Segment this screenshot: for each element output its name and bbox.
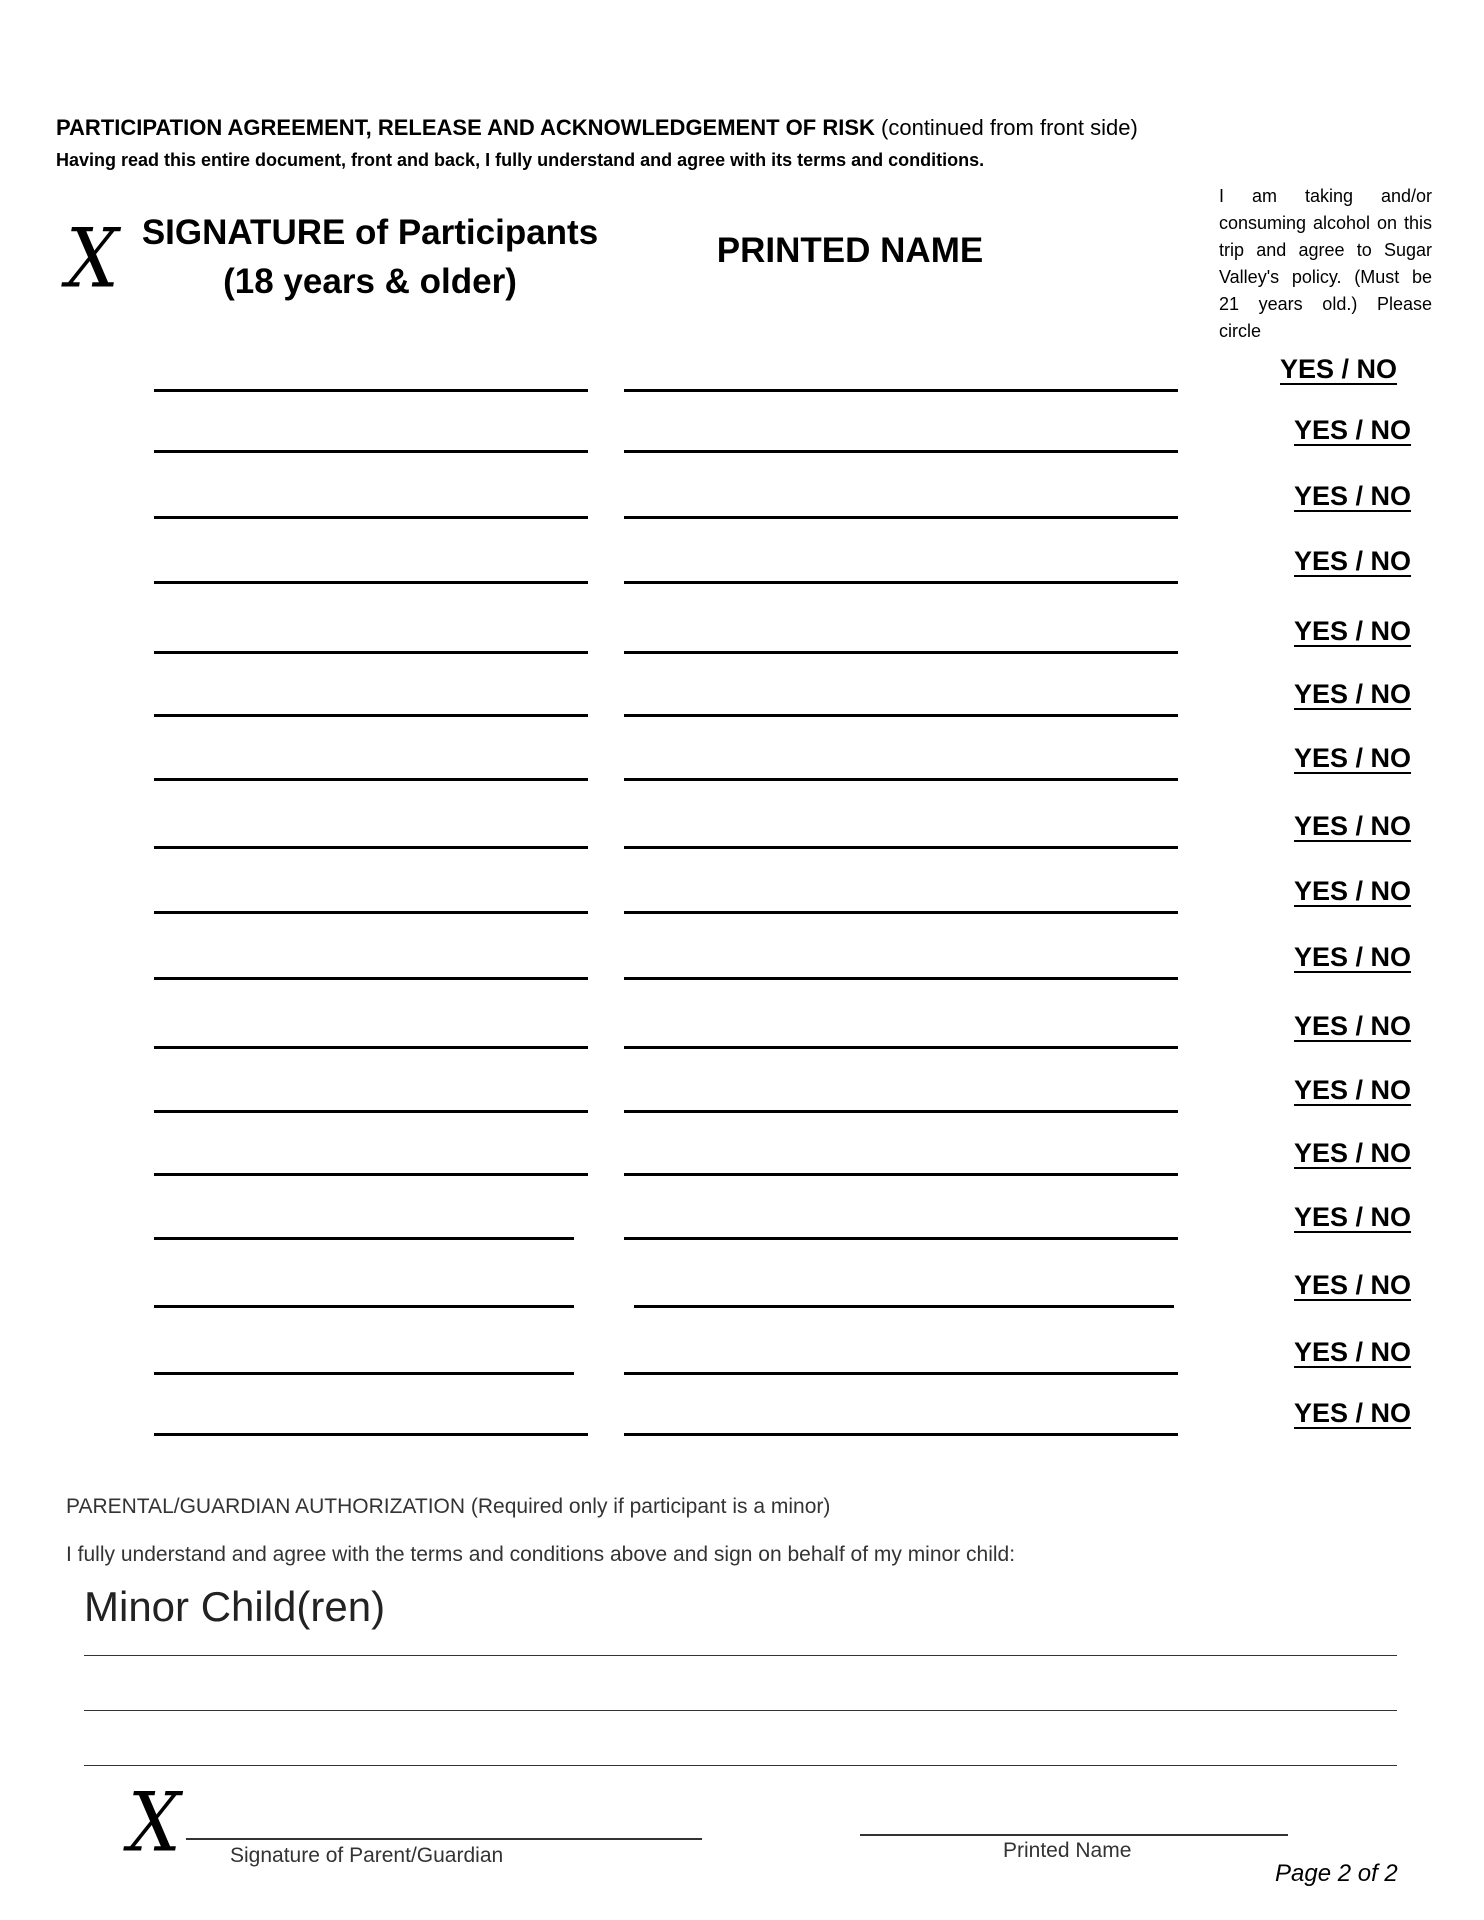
participant-signature-line[interactable] <box>154 1237 574 1240</box>
participant-printed-name-line[interactable] <box>624 1110 1178 1113</box>
participant-printed-name-line[interactable] <box>624 389 1178 392</box>
alcohol-yes-no-option[interactable]: YES / NO <box>1294 679 1412 709</box>
alcohol-yes-no-option[interactable]: YES / NO <box>1294 1138 1412 1168</box>
parent-signature-line[interactable] <box>186 1838 702 1840</box>
alcohol-yes-no-option[interactable]: YES / NO <box>1294 546 1412 576</box>
page-number: Page 2 of 2 <box>1275 1860 1398 1887</box>
participant-signature-line[interactable] <box>154 911 588 914</box>
participant-printed-name-line[interactable] <box>624 1173 1178 1176</box>
participant-signature-line[interactable] <box>154 1433 588 1436</box>
participant-printed-name-line[interactable] <box>624 977 1178 980</box>
participant-signature-line[interactable] <box>154 581 588 584</box>
participant-printed-name-line[interactable] <box>624 516 1178 519</box>
parent-signature-label: Signature of Parent/Guardian <box>230 1844 504 1867</box>
participant-printed-name-line[interactable] <box>624 1237 1178 1240</box>
minor-child-line[interactable] <box>84 1710 1397 1711</box>
participant-signature-line[interactable] <box>154 450 588 453</box>
alcohol-yes-no-option[interactable]: YES / NO <box>1294 1075 1412 1105</box>
minor-child-line[interactable] <box>84 1765 1397 1766</box>
alcohol-yes-no-option[interactable]: YES / NO <box>1294 811 1412 841</box>
participant-printed-name-line[interactable] <box>624 778 1178 781</box>
parent-printed-name-line[interactable] <box>860 1834 1288 1836</box>
signature-heading-line1: SIGNATURE of Participants <box>141 213 599 252</box>
participant-signature-line[interactable] <box>154 1046 588 1049</box>
alcohol-policy-note: I am taking and/or consuming alcohol on this trip and agree to Sugar Valley's policy. (Must be 21 years old.) Please circle <box>1219 186 1432 341</box>
participant-printed-name-line[interactable] <box>624 1372 1178 1375</box>
parent-signature-x-mark: X <box>128 1775 181 1871</box>
alcohol-yes-no-option[interactable]: YES / NO <box>1294 481 1412 511</box>
participant-printed-name-line[interactable] <box>624 581 1178 584</box>
participant-printed-name-line[interactable] <box>624 651 1178 654</box>
participant-signature-line[interactable] <box>154 714 588 717</box>
participant-signature-line[interactable] <box>154 1372 574 1375</box>
participant-signature-line[interactable] <box>154 778 588 781</box>
signature-x-mark: X <box>66 211 119 307</box>
participant-printed-name-line[interactable] <box>624 714 1178 717</box>
parent-printed-name-label: Printed Name <box>1003 1839 1132 1862</box>
participant-signature-line[interactable] <box>154 1305 574 1308</box>
alcohol-yes-no-option[interactable]: YES / NO <box>1294 616 1412 646</box>
alcohol-yes-no-option[interactable]: YES / NO <box>1294 942 1412 972</box>
title-continued: (continued from front side) <box>874 115 1138 140</box>
alcohol-yes-no-option[interactable]: YES / NO <box>1294 876 1412 906</box>
alcohol-yes-no-option[interactable]: YES / NO <box>1280 354 1398 384</box>
alcohol-yes-no-option[interactable]: YES / NO <box>1294 1337 1412 1367</box>
participant-printed-name-line[interactable] <box>624 846 1178 849</box>
document-title <box>56 115 1138 141</box>
participant-signature-line[interactable] <box>154 1110 588 1113</box>
alcohol-yes-no-option[interactable]: YES / NO <box>1294 1398 1412 1428</box>
participant-signature-line[interactable] <box>154 651 588 654</box>
minor-child-line[interactable] <box>84 1655 1397 1656</box>
minor-children-label: Minor Child(ren) <box>84 1583 386 1630</box>
participant-signature-line[interactable] <box>154 977 588 980</box>
participant-printed-name-line[interactable] <box>634 1305 1174 1308</box>
alcohol-yes-no-option[interactable]: YES / NO <box>1294 743 1412 773</box>
alcohol-yes-no-option[interactable]: YES / NO <box>1294 1270 1412 1300</box>
title-bold: PARTICIPATION AGREEMENT, RELEASE AND ACKNOWLEDGEMENT OF RISK <box>56 115 875 140</box>
parental-authorization-statement: I fully understand and agree with the terms and conditions above and sign on behalf of my minor child: <box>66 1543 1016 1566</box>
participant-signature-line[interactable] <box>154 516 588 519</box>
participant-signature-line[interactable] <box>154 846 588 849</box>
participant-printed-name-line[interactable] <box>624 450 1178 453</box>
printed-name-heading: PRINTED NAME <box>716 231 984 270</box>
signature-column-heading <box>140 208 600 306</box>
participant-signature-line[interactable] <box>154 1173 588 1176</box>
alcohol-yes-no-option[interactable]: YES / NO <box>1294 1202 1412 1232</box>
participant-printed-name-line[interactable] <box>624 1046 1178 1049</box>
participant-printed-name-line[interactable] <box>624 911 1178 914</box>
participant-signature-line[interactable] <box>154 389 588 392</box>
parental-authorization-heading: PARENTAL/GUARDIAN AUTHORIZATION (Required only if participant is a minor) <box>66 1495 831 1518</box>
signature-heading-line2: (18 years & older) <box>223 262 517 301</box>
participant-printed-name-line[interactable] <box>624 1433 1178 1436</box>
document-subtitle: Having read this entire document, front and back, I fully understand and agree with its terms and conditions. <box>56 150 985 170</box>
alcohol-yes-no-option[interactable]: YES / NO <box>1294 415 1412 445</box>
alcohol-yes-no-option[interactable]: YES / NO <box>1294 1011 1412 1041</box>
